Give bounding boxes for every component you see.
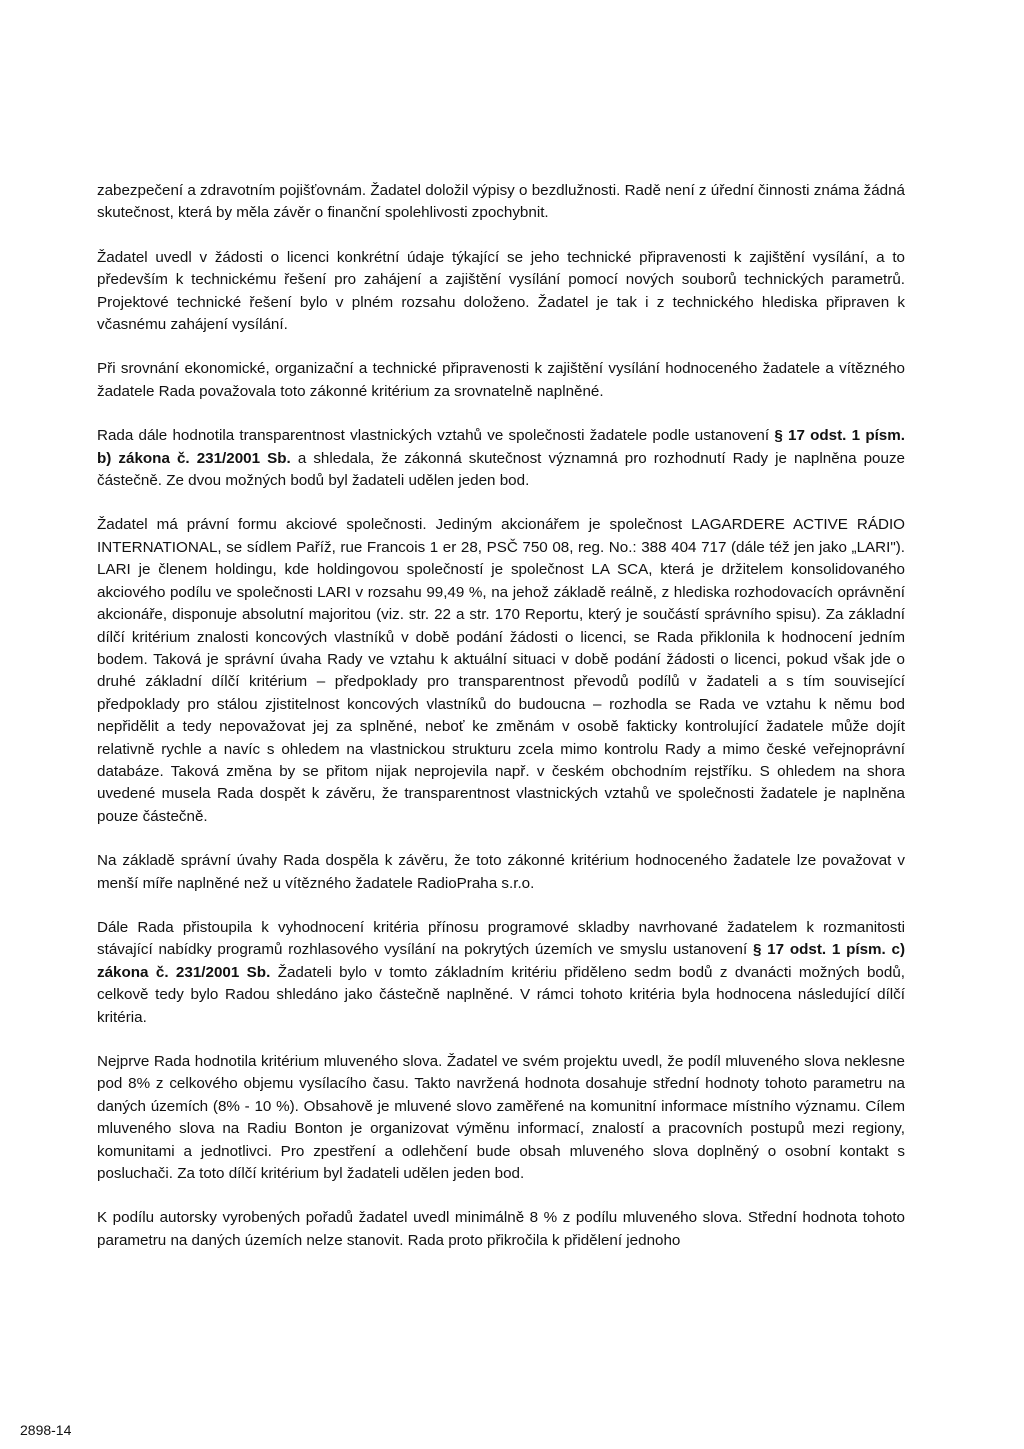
paragraph-comparison: Při srovnání ekonomické, organizační a technické připravenosti k zajištění vysílání hodnoceného žadatele a vítězného žadatele Rada považovala toto zákonné kritérium za srovnatelně naplněné. (97, 360, 905, 400)
paragraph-text: a shledala, že zákonná skutečnost významná pro rozhodnutí Rady je naplněna pouze částečně. Ze dvou možných bodů byl žadateli udělen jeden bod. (97, 449, 905, 490)
paragraph-transparency-evaluation (97, 425, 905, 492)
paragraph-financial-reliability: zabezpečení a zdravotním pojišťovnám. Žadatel doložil výpisy o bezdlužnosti. Radě není z úřední činnosti známa žádná skutečnost, která by měla závěr o finanční spolehlivosti zpochybnit. (97, 182, 905, 222)
paragraph-ownership-structure: Žadatel má právní formu akciové společnosti. Jediným akcionářem je společnost LAGARDERE ACTIVE RÁDIO INTERNATIONAL, se sídlem Paříž, rue Francois 1 er 28, PSČ 750 08, reg. No.: 388 404 717 (dále též jen jako „LARI"). LARI je členem holdingu, kde holdingovou společností je společnost LA SCA, která je držitelem konsolidovaného akciového podílu ve společnosti LARI v rozsahu 99,49 %, na jehož základě reálně, z hlediska rozhodovacích oprávnění akcionáře, disponuje absolutní majoritou (viz. str. 22 a str. 170 Reportu, který je součástí správního spisu). Za základní dílčí kritérium znalosti koncových vlastníků v době podání žádosti o licenci, se Rada přiklonila k hodnocení jedním bodem. Taková je správní úvaha Rady ve vztahu k aktuální situaci v době podání žádosti o licenci, pokud však jde o druhé základní dílčí kritérium – předpoklady pro transparentnost převodů podílů v žadateli a s tím související předpoklady pro stálou zjistitelnost koncových vlastníků do budoucna – rozhodla se Rada ve vztahu k němu bod nepřidělit a tedy nepovažovat jej za splněné, neboť ke změnám v osobě fakticky kontrolující žadatele může dojít relativně rychle a navíc s ohledem na vlastnickou strukturu zcela mimo kontrolu Rady a mimo české veřejnoprávní databáze. Taková změna by se přitom nijak neprojevila např. v českém obchodním rejstříku. S ohledem na shora uvedené musela Rada dospět k závěru, že transparentnost vlastnických vztahů ve společnosti žadatele je naplněna pouze částečně. (97, 516, 905, 825)
document-body (97, 180, 905, 1274)
legal-reference: § 17 odst. 1 písm. c) zákona č. 231/2001 Sb. (97, 941, 905, 981)
paragraph-spoken-word: Nejprve Rada hodnotila kritérium mluveného slova. Žadatel ve svém projektu uvedl, že podíl mluveného slova neklesne pod 8% z celkového objemu vysílacího času. Takto navržená hodnota dosahuje střední hodnoty tohoto parametru na daných územích (8% - 10 %). Obsahově je mluvené slovo zaměřené na komunitní informace místního významu. Cílem mluveného slova na Radiu Bonton je organizovat výměnu informací, znalostí a pracovních postupů mezi regiony, komunitami a jednotlivci. Pro zpestření a odlehčení bude obsah mluveného slova doplněný o osobní kontakt s posluchači. Za toto dílčí kritérium byl žadateli udělen jeden bod. (97, 1053, 905, 1183)
paragraph-program-diversity (97, 917, 905, 1029)
paragraph-text: Dále Rada přistoupila k vyhodnocení kritéria přínosu programové skladby navrhované žadatelem k rozmanitosti stávající nabídky programů rozhlasového vysílání na pokrytých územích ve smyslu ustanovení (97, 918, 905, 959)
paragraph-text: Žadateli bylo v tomto základním kritériu přiděleno sedm bodů z dvanácti možných bodů, celkově tedy bylo Radou shledáno jako částečně naplněné. V rámci tohoto kritéria byla hodnocena následující dílčí kritéria. (97, 963, 905, 1026)
paragraph-technical-readiness: Žadatel uvedl v žádosti o licenci konkrétní údaje týkající se jeho technické připravenosti k zajištění vysílání, a to především k technickému řešení pro zahájení a zajištění vysílání pomocí nových souborů technických parametrů. Projektové technické řešení bylo v plném rozsahu doloženo. Žadatel je tak i z technického hlediska připraven k včasnému zahájení vysílání. (97, 248, 905, 334)
legal-reference: § 17 odst. 1 písm. b) zákona č. 231/2001 Sb. (97, 427, 905, 467)
paragraph-text: Rada dále hodnotila transparentnost vlastnických vztahů ve společnosti žadatele podle ustanovení (97, 427, 775, 445)
paragraph-authored-programs: K podílu autorsky vyrobených pořadů žadatel uvedl minimálně 8 % z podílu mluveného slova. Střední hodnota tohoto parametru na daných územích nelze stanovit. Rada proto přikročila k přidělení jednoho (97, 1209, 905, 1249)
document-reference-code: 2898-14 (20, 1422, 72, 1438)
paragraph-conclusion: Na základě správní úvahy Rada dospěla k závěru, že toto zákonné kritérium hodnoceného žadatele lze považovat v menší míře naplněné než u vítězného žadatele RadioPraha s.r.o. (97, 852, 905, 892)
